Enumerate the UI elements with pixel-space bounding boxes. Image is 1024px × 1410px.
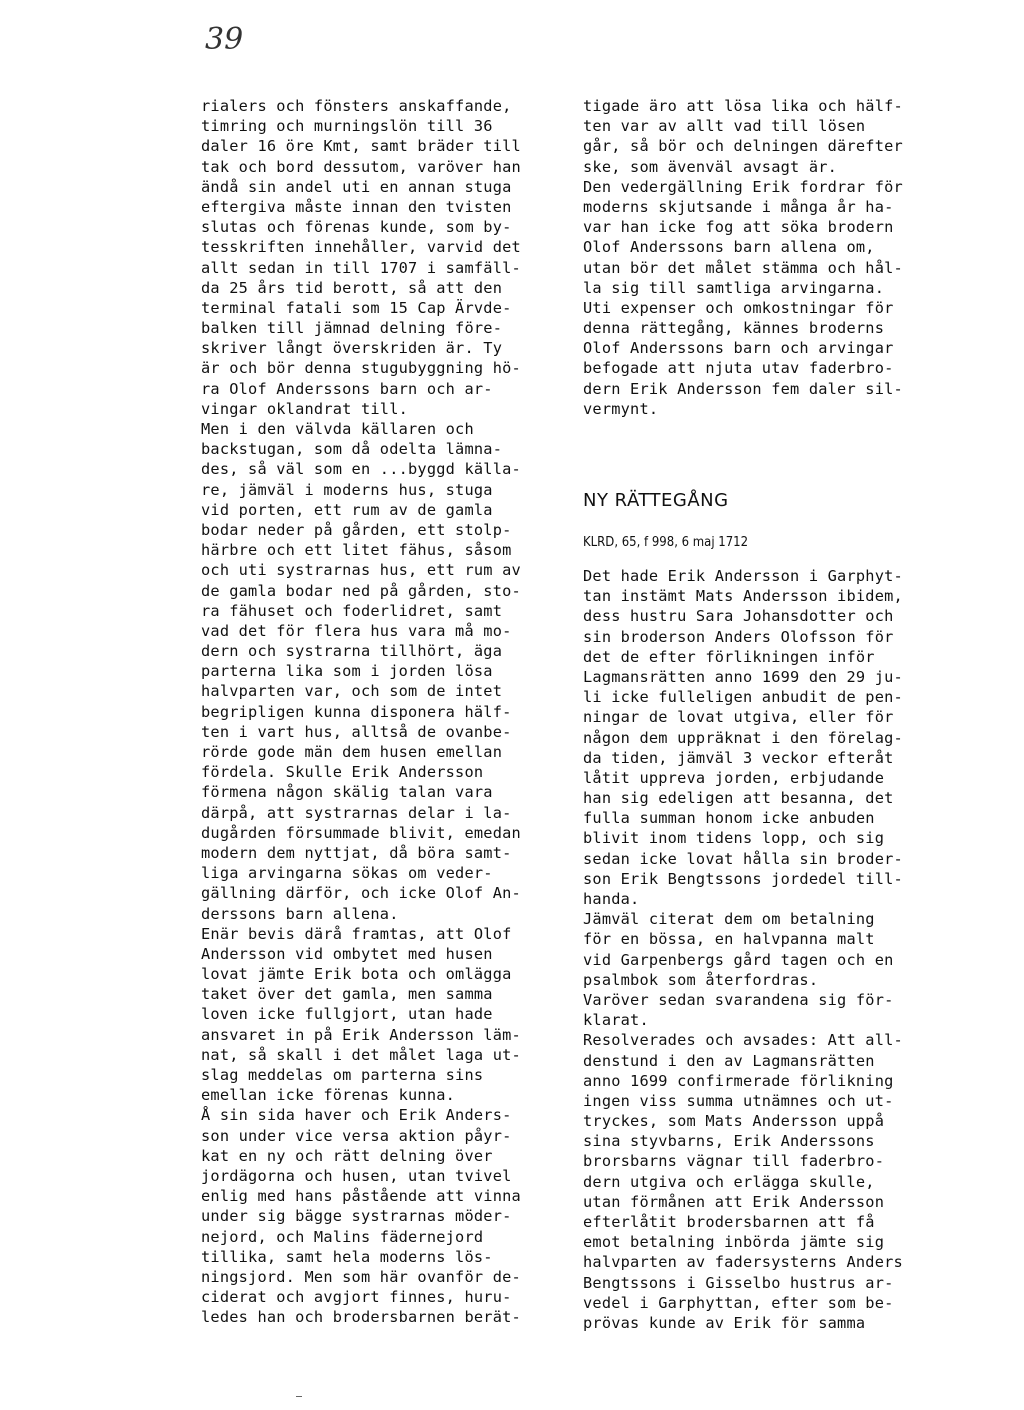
text-line: Olof Anderssons barn och arvingar bbox=[583, 339, 894, 358]
text-line: la sig till samtliga arvingarna. bbox=[583, 278, 885, 297]
text-line: emot betalning inbörda jämte sig bbox=[583, 1233, 885, 1252]
text-line: härbre och ett litet fähus, såsom bbox=[201, 541, 512, 560]
text-line: derssons barn allena. bbox=[201, 904, 399, 923]
text-line: denna rättegång, kännes broderns bbox=[583, 319, 885, 338]
text-line: under sig bägge systrarnas möder- bbox=[201, 1207, 512, 1226]
text-line: nat, så skall i det målet laga ut- bbox=[201, 1045, 521, 1064]
text-line: balken till jämnad delning före- bbox=[201, 319, 503, 338]
text-line: moderns skjutsande i många år ha- bbox=[583, 197, 894, 216]
text-line: ansvaret in på Erik Andersson läm- bbox=[201, 1025, 521, 1044]
text-line: loven icke fullgjort, utan hade bbox=[201, 1005, 493, 1024]
text-line: vid porten, ett rum av de gamla bbox=[201, 500, 493, 519]
text-line: är och bör denna stugubyggning hö- bbox=[201, 359, 521, 378]
text-line: ske, som ävenväl avsagt är. bbox=[583, 157, 838, 176]
text-line: Bengtssons i Gisselbo hustrus ar- bbox=[583, 1273, 894, 1292]
text-line: befogade att njuta utav faderbro- bbox=[583, 359, 894, 378]
archive-reference: KLRD, 65, f 998, 6 maj 1712 bbox=[583, 535, 749, 550]
text-line: slag meddelas om parterna sins bbox=[201, 1066, 484, 1084]
text-line: och uti systrarnas hus, ett rum av bbox=[201, 561, 521, 580]
text-line: därpå, att systrarnas delar i la- bbox=[201, 803, 512, 822]
text-line: för en bössa, en halvpanna malt bbox=[583, 930, 875, 949]
text-line: anno 1699 confirmerade förlikning bbox=[583, 1071, 894, 1090]
text-line: son Erik Bengtssons jordedel till- bbox=[583, 869, 903, 888]
text-line: Men i den välvda källaren och bbox=[201, 420, 474, 438]
text-line: des, så väl som en ...byggd källa- bbox=[201, 460, 521, 479]
text-line: tigade äro att lösa lika och hälf- bbox=[583, 97, 903, 115]
text-line: rialers och fönsters anskaffande, bbox=[201, 97, 512, 115]
text-line: nejord, och Malins fädernejord bbox=[201, 1227, 484, 1246]
text-line: blivit inom tidens lopp, och sig bbox=[583, 829, 885, 848]
text-line: ra Olof Anderssons barn och ar- bbox=[201, 379, 493, 398]
text-line: utan bör det målet stämma och hål- bbox=[583, 258, 903, 277]
text-line: sina styvbarns, Erik Anderssons bbox=[583, 1132, 875, 1151]
text-line: sedan icke lovat hålla sin broder- bbox=[583, 849, 903, 868]
text-line: tesskriften innehåller, varvid det bbox=[201, 238, 521, 257]
text-line: ändå sin andel uti en annan stuga bbox=[201, 177, 512, 196]
text-line: liga arvingarna sökas om veder- bbox=[201, 864, 493, 883]
text-line: daler 16 öre Kmt, samt bräder till bbox=[201, 137, 521, 156]
text-line: skriver långt överskriden är. Ty bbox=[201, 339, 503, 358]
text-line: dern och systrarna tillhört, äga bbox=[201, 642, 503, 661]
text-line: dess hustru Sara Johansdotter och bbox=[583, 607, 894, 626]
text-line: Olof Anderssons barn allena om, bbox=[583, 238, 875, 257]
text-line: dern utgiva och erlägga skulle, bbox=[583, 1172, 875, 1191]
text-line: li icke fulleligen anbudit de pen- bbox=[583, 688, 903, 707]
text-line: de gamla bodar ned på gården, sto- bbox=[201, 581, 521, 600]
text-line: bodar neder på gården, ett stolp- bbox=[201, 520, 512, 539]
text-line: Uti expenser och omkostningar för bbox=[583, 298, 894, 317]
text-line: modern dem nyttjat, då böra samt- bbox=[201, 843, 512, 862]
text-line: gällning därför, och icke Olof An- bbox=[201, 884, 521, 903]
text-line: allt sedan in till 1707 i samfäll- bbox=[201, 258, 521, 277]
text-line: var han icke fog att söka brodern bbox=[583, 218, 894, 237]
text-line: son under vice versa aktion påyr- bbox=[201, 1126, 512, 1145]
text-line: sin broderson Anders Olofsson för bbox=[583, 627, 894, 646]
text-line: tan instämt Mats Andersson ibidem, bbox=[583, 587, 903, 606]
text-line: backstugan, som då odelta lämna- bbox=[201, 440, 503, 459]
text-line: halvparten av fadersysterns Anders bbox=[583, 1253, 903, 1272]
text-line: eftergiva måste innan den tvisten bbox=[201, 197, 512, 216]
left-text-column bbox=[201, 96, 546, 1327]
text-line: slutas och förenas kunde, som by- bbox=[201, 218, 512, 237]
text-line: taket över det gamla, men samma bbox=[201, 985, 493, 1004]
text-line: vermynt. bbox=[583, 399, 659, 418]
text-line: vad det för flera hus vara må mo- bbox=[201, 621, 512, 640]
right-text-column-top bbox=[583, 96, 928, 419]
text-line: Enär bevis därå framtas, att Olof bbox=[201, 924, 512, 943]
text-line: fördela. Skulle Erik Andersson bbox=[201, 763, 484, 782]
text-line: förmena någon skälig talan vara bbox=[201, 783, 493, 802]
text-line: halvparten var, och som de intet bbox=[201, 682, 503, 701]
text-line: Å sin sida haver och Erik Anders- bbox=[201, 1106, 512, 1125]
text-line: prövas kunde av Erik för samma bbox=[583, 1313, 866, 1332]
scan-mark bbox=[296, 1396, 302, 1397]
text-line: vingar oklandrat till. bbox=[201, 399, 409, 418]
text-line: ciderat och avgjort finnes, huru- bbox=[201, 1288, 512, 1307]
text-line: Varöver sedan svarandena sig för- bbox=[583, 990, 894, 1009]
text-line: ningar de lovat utgiva, eller för bbox=[583, 708, 894, 727]
text-line: re, jämväl i moderns hus, stuga bbox=[201, 480, 493, 499]
text-line: lovat jämte Erik bota och omlägga bbox=[201, 965, 512, 984]
text-line: ra fähuset och foderlidret, samt bbox=[201, 601, 503, 620]
text-line: begripligen kunna disponera hälf- bbox=[201, 702, 512, 721]
text-line: tryckes, som Mats Andersson uppå bbox=[583, 1112, 885, 1131]
text-line: klarat. bbox=[583, 1011, 649, 1030]
text-line: da tiden, jämväl 3 veckor efteråt bbox=[583, 748, 894, 767]
text-line: Lagmansrätten anno 1699 den 29 ju- bbox=[583, 667, 903, 686]
text-line: timring och murningslön till 36 bbox=[201, 117, 493, 136]
text-line: vedel i Garphyttan, efter som be- bbox=[583, 1293, 894, 1312]
text-line: han sig edeligen att besanna, det bbox=[583, 789, 894, 808]
text-line: kat en ny och rätt delning över bbox=[201, 1146, 493, 1165]
section-heading: NY RÄTTEGÅNG bbox=[583, 490, 729, 511]
text-line: ledes han och brodersbarnen berät- bbox=[201, 1308, 521, 1327]
text-line: tak och bord dessutom, varöver han bbox=[201, 157, 521, 176]
text-line: fulla summan honom icke anbuden bbox=[583, 809, 875, 828]
text-line: brorsbarns vägnar till faderbro- bbox=[583, 1152, 885, 1171]
text-line: dern Erik Andersson fem daler sil- bbox=[583, 379, 903, 398]
text-line: dugården försummade blivit, emedan bbox=[201, 823, 521, 842]
text-line: ningsjord. Men som här ovanför de- bbox=[201, 1267, 521, 1286]
text-line: da 25 års tid berott, så att den bbox=[201, 278, 503, 297]
text-line: Resolverades och avsades: Att all- bbox=[583, 1031, 903, 1050]
text-line: rörde gode män dem husen emellan bbox=[201, 743, 503, 761]
text-line: låtit uppreva jorden, erbjudande bbox=[583, 768, 885, 787]
text-line: Andersson vid ombytet med husen bbox=[201, 944, 493, 963]
text-line: denstund i den av Lagmansrätten bbox=[583, 1051, 875, 1070]
text-line: efterlåtit brodersbarnen att få bbox=[583, 1213, 875, 1231]
text-line: enlig med hans påstående att vinna bbox=[201, 1187, 521, 1206]
text-line: Jämväl citerat dem om betalning bbox=[583, 910, 875, 929]
text-line: emellan icke förenas kunna. bbox=[201, 1086, 456, 1105]
text-line: utan förmånen att Erik Andersson bbox=[583, 1192, 885, 1211]
page-number: 39 bbox=[205, 22, 244, 57]
text-line: ingen viss summa utnämnes och ut- bbox=[583, 1091, 894, 1110]
text-line: terminal fatali som 15 Cap Ärvde- bbox=[201, 298, 512, 317]
text-line: ten var av allt vad till lösen bbox=[583, 117, 866, 136]
text-line: handa. bbox=[583, 890, 640, 908]
text-line: går, så bör och delningen därefter bbox=[583, 137, 903, 156]
right-text-column-bottom bbox=[583, 566, 928, 1333]
text-line: jordägorna och husen, utan tvivel bbox=[201, 1166, 512, 1185]
text-line: någon dem uppräknat i den förelag- bbox=[583, 728, 903, 747]
text-line: Den vedergällning Erik fordrar för bbox=[583, 177, 903, 196]
text-line: parterna lika som i jorden lösa bbox=[201, 662, 493, 681]
text-line: det de efter förlikningen inför bbox=[583, 647, 875, 666]
text-line: vid Garpenbergs gård tagen och en bbox=[583, 950, 894, 969]
text-line: psalmbok som återfordras. bbox=[583, 970, 819, 989]
text-line: Det hade Erik Andersson i Garphyt- bbox=[583, 567, 903, 585]
text-line: tillika, samt hela moderns lös- bbox=[201, 1247, 493, 1266]
text-line: ten i vart hus, alltså de ovanbe- bbox=[201, 722, 512, 741]
